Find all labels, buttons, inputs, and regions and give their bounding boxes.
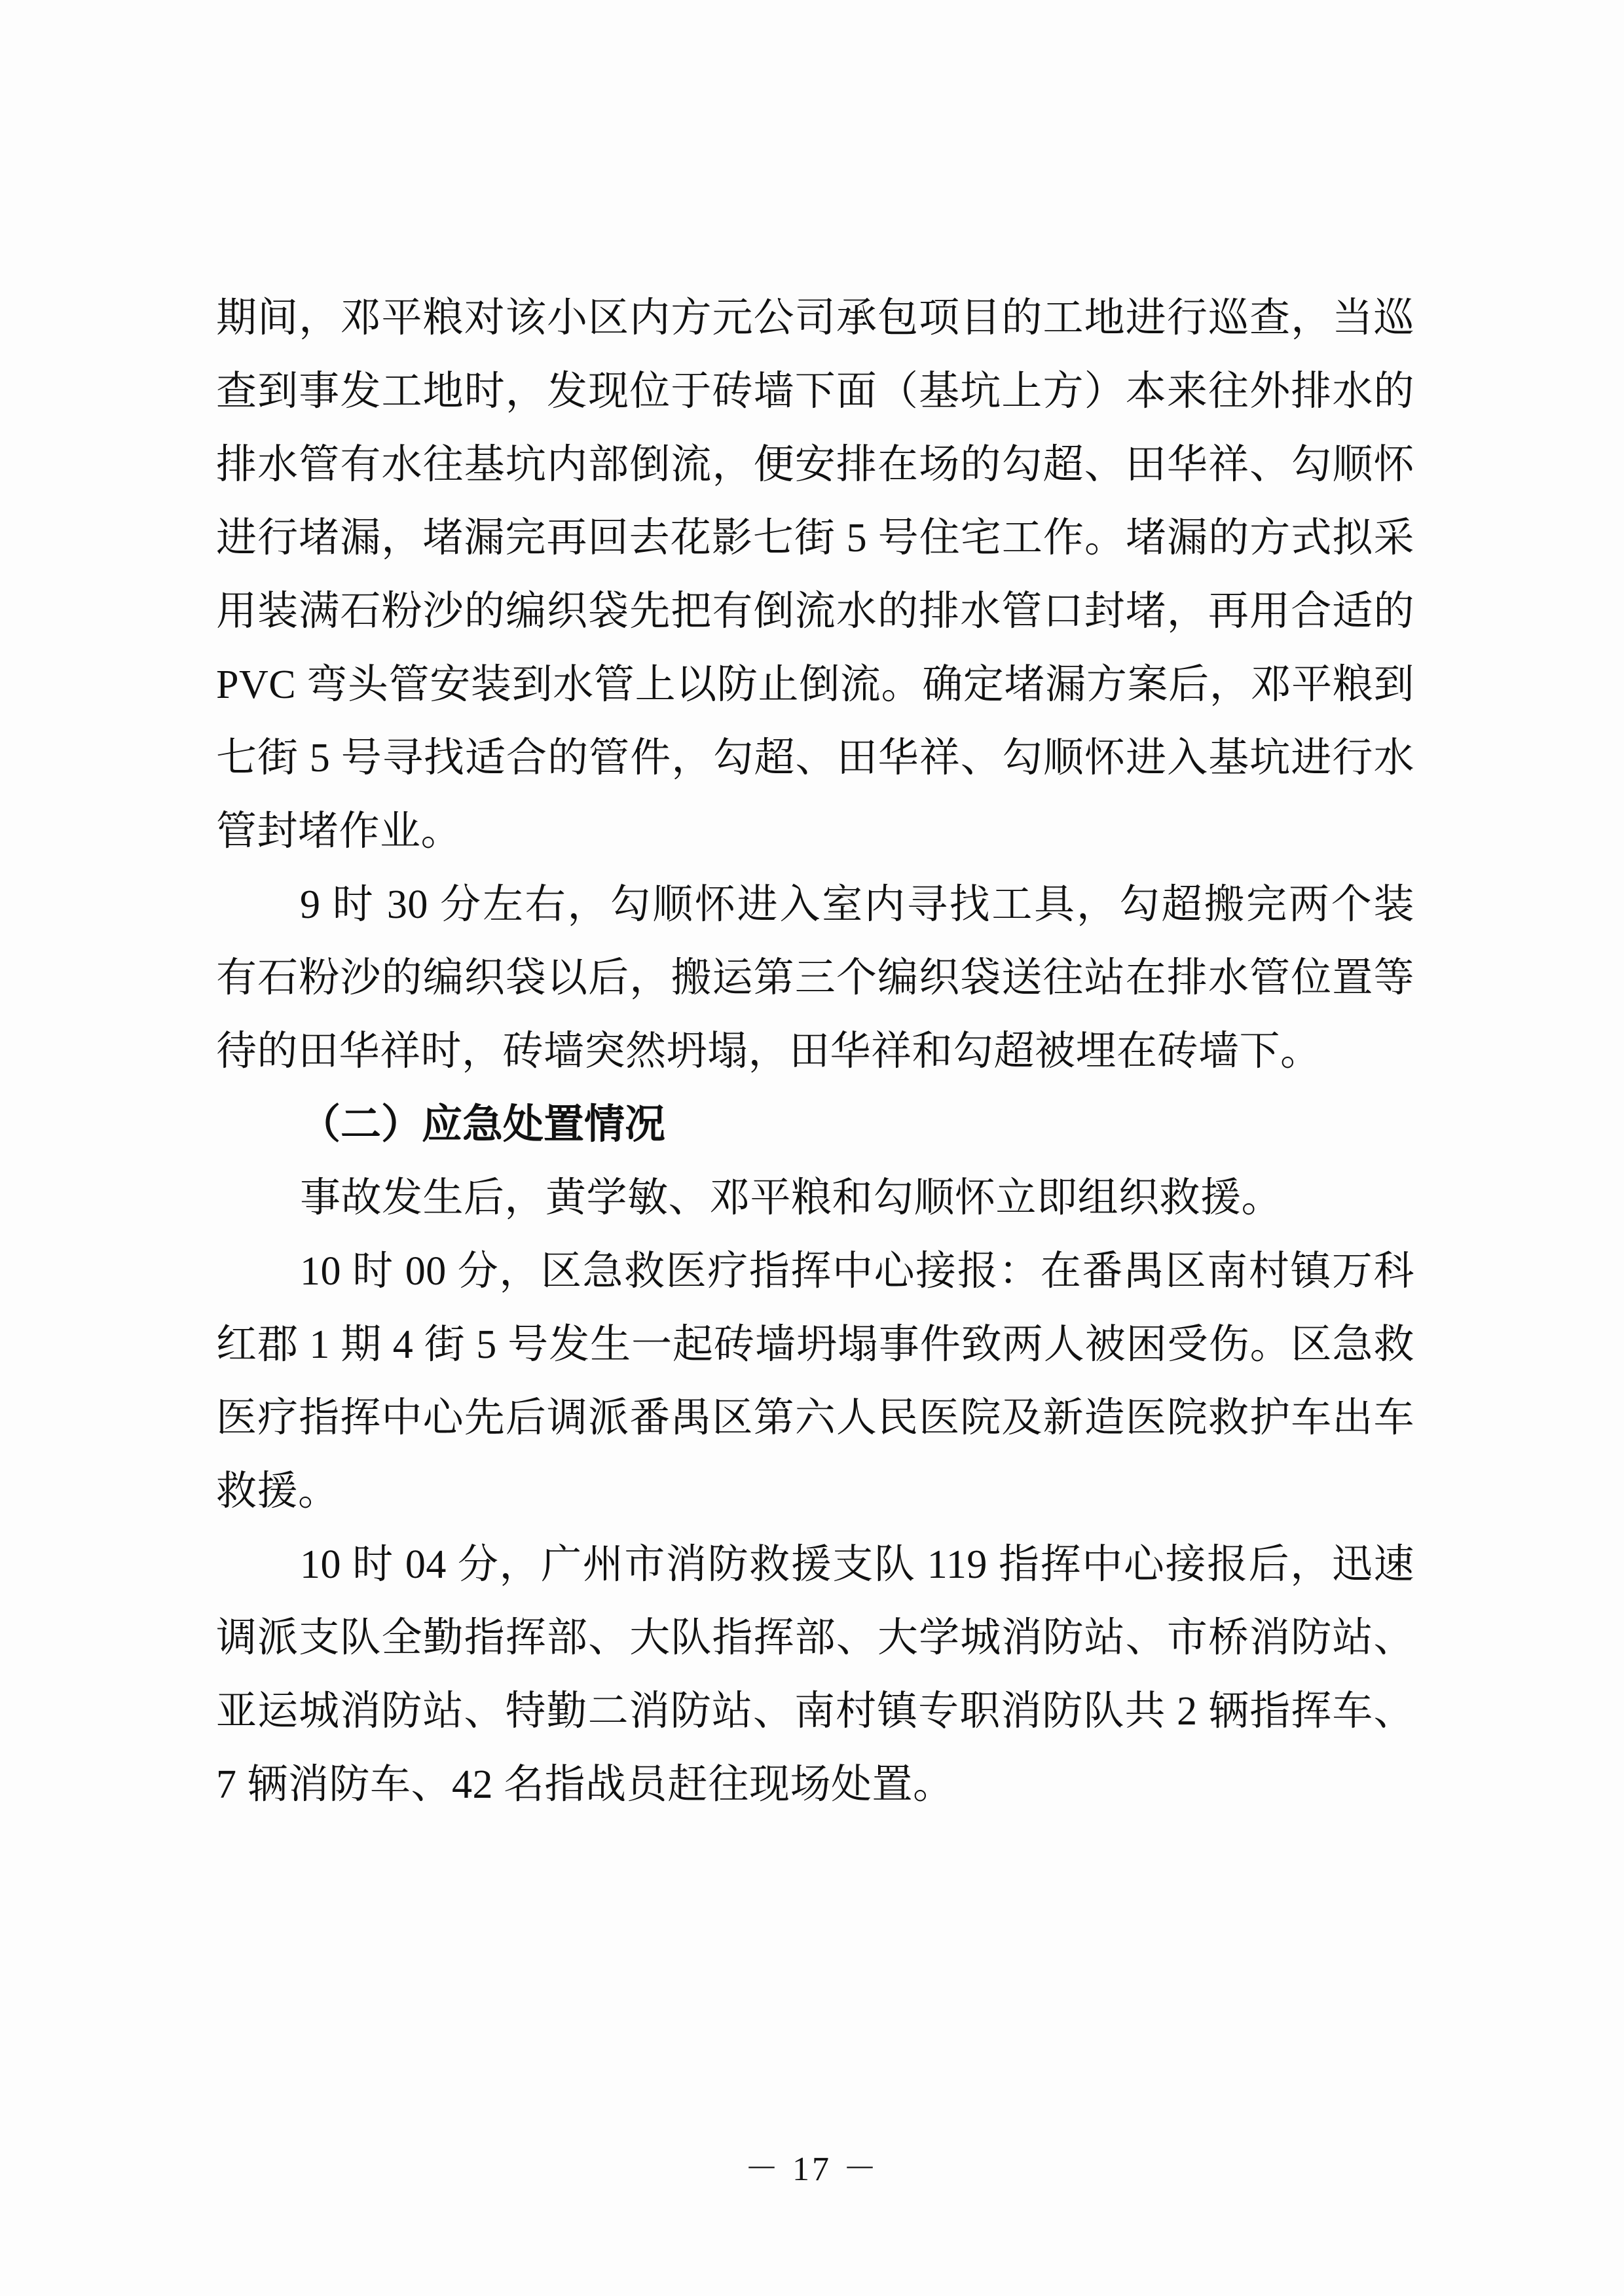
- page-number: － 17 －: [744, 2151, 879, 2188]
- document-body: [216, 282, 1414, 1821]
- paragraph-incident-time: 9 时 30 分左右，勾顺怀进入室内寻找工具，勾超搬完两个装有石粉沙的编织袋以后，搬运第三个编织袋送往站在排水管位置等待的田华祥时，砖墙突然坍塌，田华祥和勾超被埋在砖墙下。: [216, 883, 1414, 1074]
- section-heading-emergency-response: （二）应急处置情况: [300, 1102, 666, 1147]
- paragraph-rescue-organized: 事故发生后，黄学敏、邓平粮和勾顺怀立即组织救援。: [300, 1176, 1283, 1220]
- paragraph-medical-dispatch: 10 时 00 分，区急救医疗指挥中心接报：在番禺区南村镇万科红郡 1 期 4 街 5 号发生一起砖墙坍塌事件致两人被困受伤。区急救医疗指挥中心先后调派番禺区第六人民医院及新造医院救护车出车救援。: [216, 1249, 1414, 1514]
- paragraph-continuation: 期间，邓平粮对该小区内方元公司承包项目的工地进行巡查，当巡查到事发工地时，发现位于砖墙下面（基坑上方）本来往外排水的排水管有水往基坑内部倒流，便安排在场的勾超、田华祥、勾顺怀进行堵漏，堵漏完再回去花影七街 5 号住宅工作。堵漏的方式拟采用装满石粉沙的编织袋先把有倒流水的排水管口封堵，再用合适的 PVC 弯头管安装到水管上以防止倒流。确定堵漏方案后，邓平粮到七街 5 号寻找适合的管件，勾超、田华祥、勾顺怀进入基坑进行水管封堵作业。: [216, 296, 1414, 854]
- paragraph-fire-dispatch: 10 时 04 分，广州市消防救援支队 119 指挥中心接报后，迅速调派支队全勤指挥部、大队指挥部、大学城消防站、市桥消防站、亚运城消防站、特勤二消防站、南村镇专职消防队共 2 辆指挥车、7 辆消防车、42 名指战员赶往现场处置。: [216, 1542, 1414, 1807]
